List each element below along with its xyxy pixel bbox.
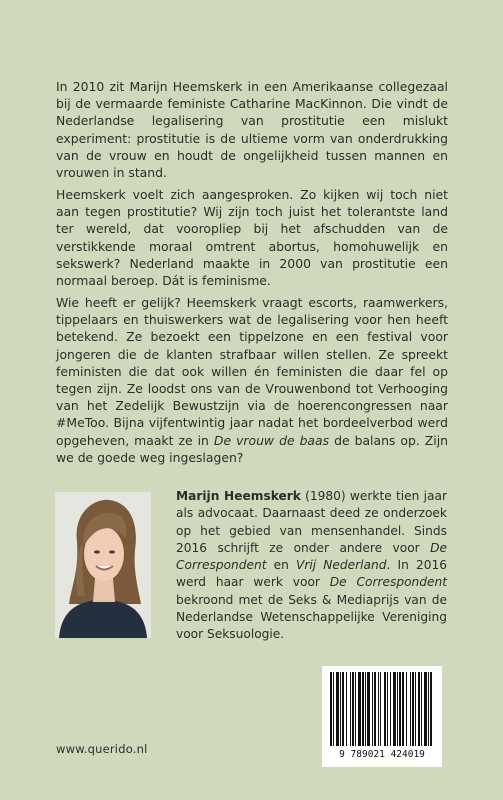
author-bio (176, 488, 447, 644)
barcode-bar (428, 672, 429, 746)
barcode-bar (410, 672, 411, 746)
barcode-bar (424, 672, 427, 746)
barcode-bar (393, 672, 396, 746)
isbn-number: 9 789021 424019 (339, 749, 425, 760)
blurb-paragraph-2: Heemskerk voelt zich aangesproken. Zo kijken wij toch niet aan tegen prostitutie? Wij zijn toch juist het tolerantste land ter wereld, dat vooropliep bij het afschudden van de verstikkende moraal omtrent abortus, homohuwelijk en sekswerk? Nederland maakte in 2000 van prostitutie een normaal beroep. Dát is feminisme. (56, 187, 448, 289)
book-title: De vrouw de baas (213, 432, 330, 448)
bio-text: en (266, 558, 297, 573)
barcode-bar (340, 672, 341, 746)
barcode-bar (350, 672, 351, 746)
barcode-bar (365, 672, 366, 746)
barcode-bar (421, 672, 422, 746)
barcode-bar (355, 672, 356, 746)
barcode-bar (362, 672, 364, 746)
barcode-bar (346, 672, 347, 746)
barcode-bar (330, 672, 332, 746)
barcode-bar (367, 672, 370, 746)
barcode-bar (384, 672, 386, 746)
barcode-bar (372, 672, 373, 746)
blurb-paragraph-1: In 2010 zit Marijn Heemskerk in een Amerikaanse collegezaal bij de vermaarde feministe Catharine MacKinnon. Die vindt de Nederlandse legalisering van prostitutie een mislukt experiment: prostitutie is de ultieme vorm van onderdrukking van de vrouw en houdt de ongelijkheid tussen mannen en vrouwen in stand. (56, 79, 448, 181)
bio-text: (1980) werkte tien jaar als advocaat. Daarnaast deed ze onderzoek op het gebied van mensenhandel. Sinds 2016 schrijft ze onder andere voor (176, 489, 447, 555)
barcode-bar (415, 672, 416, 746)
barcode-bar (418, 672, 420, 746)
barcode-bar (358, 672, 361, 746)
barcode-bar (333, 672, 334, 746)
barcode-bar (412, 672, 414, 746)
barcode-bar (378, 672, 379, 746)
publication-name: De Correspondent (176, 540, 447, 573)
barcode-bars (330, 672, 434, 746)
isbn-barcode (322, 666, 442, 767)
barcode-bar (430, 672, 432, 746)
barcode-bar (387, 672, 388, 746)
author-name: Marijn Heemskerk (176, 489, 301, 503)
barcode-bar (390, 672, 391, 746)
barcode-bar (399, 672, 401, 746)
blurb-text-end: de balans op. Zijn we de goede weg ingeslagen? (56, 432, 449, 465)
barcode-bar (406, 672, 407, 746)
publication-name: Vrij Nederland (296, 558, 387, 573)
bio-text: bekroond met de Seks & Mediaprijs van de Nederlandse Wetenschappelijke Vereniging voor Seksuologie. (176, 592, 447, 642)
barcode-bar (336, 672, 339, 746)
author-portrait-image (55, 492, 151, 638)
barcode-bar (402, 672, 404, 746)
blurb-paragraph-3 (56, 294, 448, 466)
publication-name: De Correspondent (329, 575, 447, 590)
bio-text: . In 2016 werd haar werk voor (176, 558, 447, 590)
author-photo (55, 492, 151, 638)
publisher-website: www.querido.nl (56, 742, 148, 756)
blurb-text: Wie heeft er gelijk? Heemskerk vraagt escorts, raamwerkers, tippelaars en thuiswerkers wat de legalisering voor hen heeft betekend. Ze bezoekt een tippelzone en een festival voor jongeren die de klanten strafbaar willen stellen. Ze spreekt feministen die dat ook willen én feministen die daar fel op tegen zijn. Ze loodst ons van de Vrouwenbond tot Verhooging van het Zedelijk Bewustzijn via de hoerencongressen naar #MeToo. Bijna vijfentwintig jaar nadat het bordeelverbod werd opgeheven, maakt ze in (56, 295, 448, 448)
barcode-bar (374, 672, 376, 746)
barcode-bar (380, 672, 381, 746)
barcode-bar (352, 672, 354, 746)
barcode-bar (342, 672, 344, 746)
barcode-bar (397, 672, 398, 746)
